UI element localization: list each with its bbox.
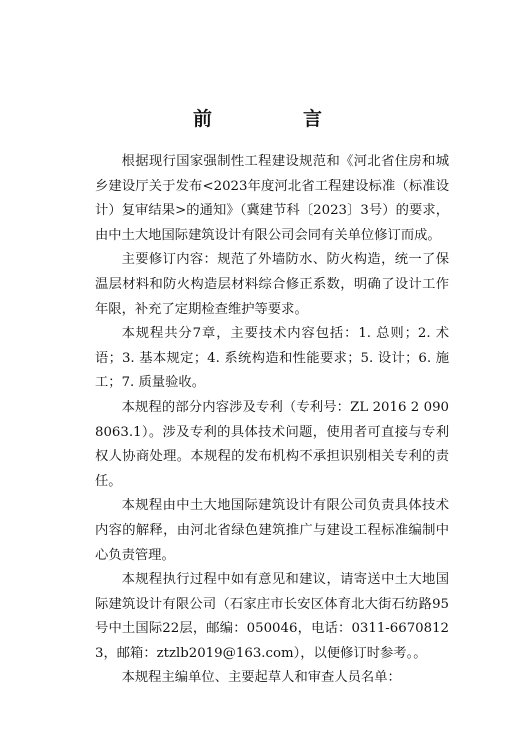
paragraph-feedback-contact: 本规程执行过程中如有意见和建议，请寄送中土大地国际建筑设计有限公司（石家庄市长安区体育北大街石纺路95号中土国际22层，邮编：050046，电话：0311-66708123，邮箱：ztzlb2019@163.com），以便修订时参考。。 [95, 572, 449, 661]
paragraph-basis: 根据现行国家强制性工程建设规范和《河北省住房和城乡建设厅关于发布<2023年度河北省工程建设标准（标准设计）复审结果>的通知》（冀建节科〔2023〕3号）的要求，由中土大地国际建筑设计有限公司会同有关单位修订而成。 [95, 154, 449, 243]
paragraph-drafters: 本规程主编单位、主要起草人和审查人员名单： [121, 670, 401, 686]
paragraph-interpretation: 本规程由中土大地国际建筑设计有限公司负责具体技术内容的解释，由河北省绿色建筑推广与建设工程标准编制中心负责管理。 [95, 498, 449, 563]
page-title: 前 言 [192, 108, 358, 130]
paragraph-patent: 本规程的部分内容涉及专利（专利号：ZL 2016 2 0908063.1）。涉及专利的具体技术问题，使用者可直接与专利权人协商处理。本规程的发布机构不承担识别相关专利的责任。 [95, 399, 449, 489]
preface-body [95, 150, 449, 691]
paragraph-chapters: 本规程共分7章，主要技术内容包括：1. 总则；2. 术语；3. 基本规定；4. 系统构造和性能要求；5. 设计；6. 施工；7. 质量验收。 [95, 326, 449, 391]
paragraph-revision-content: 主要修订内容：规范了外墙防水、防火构造，统一了保温层材料和防火构造层材料综合修正系数，明确了设计工作年限，补充了定期检查维护等要求。 [95, 252, 449, 317]
